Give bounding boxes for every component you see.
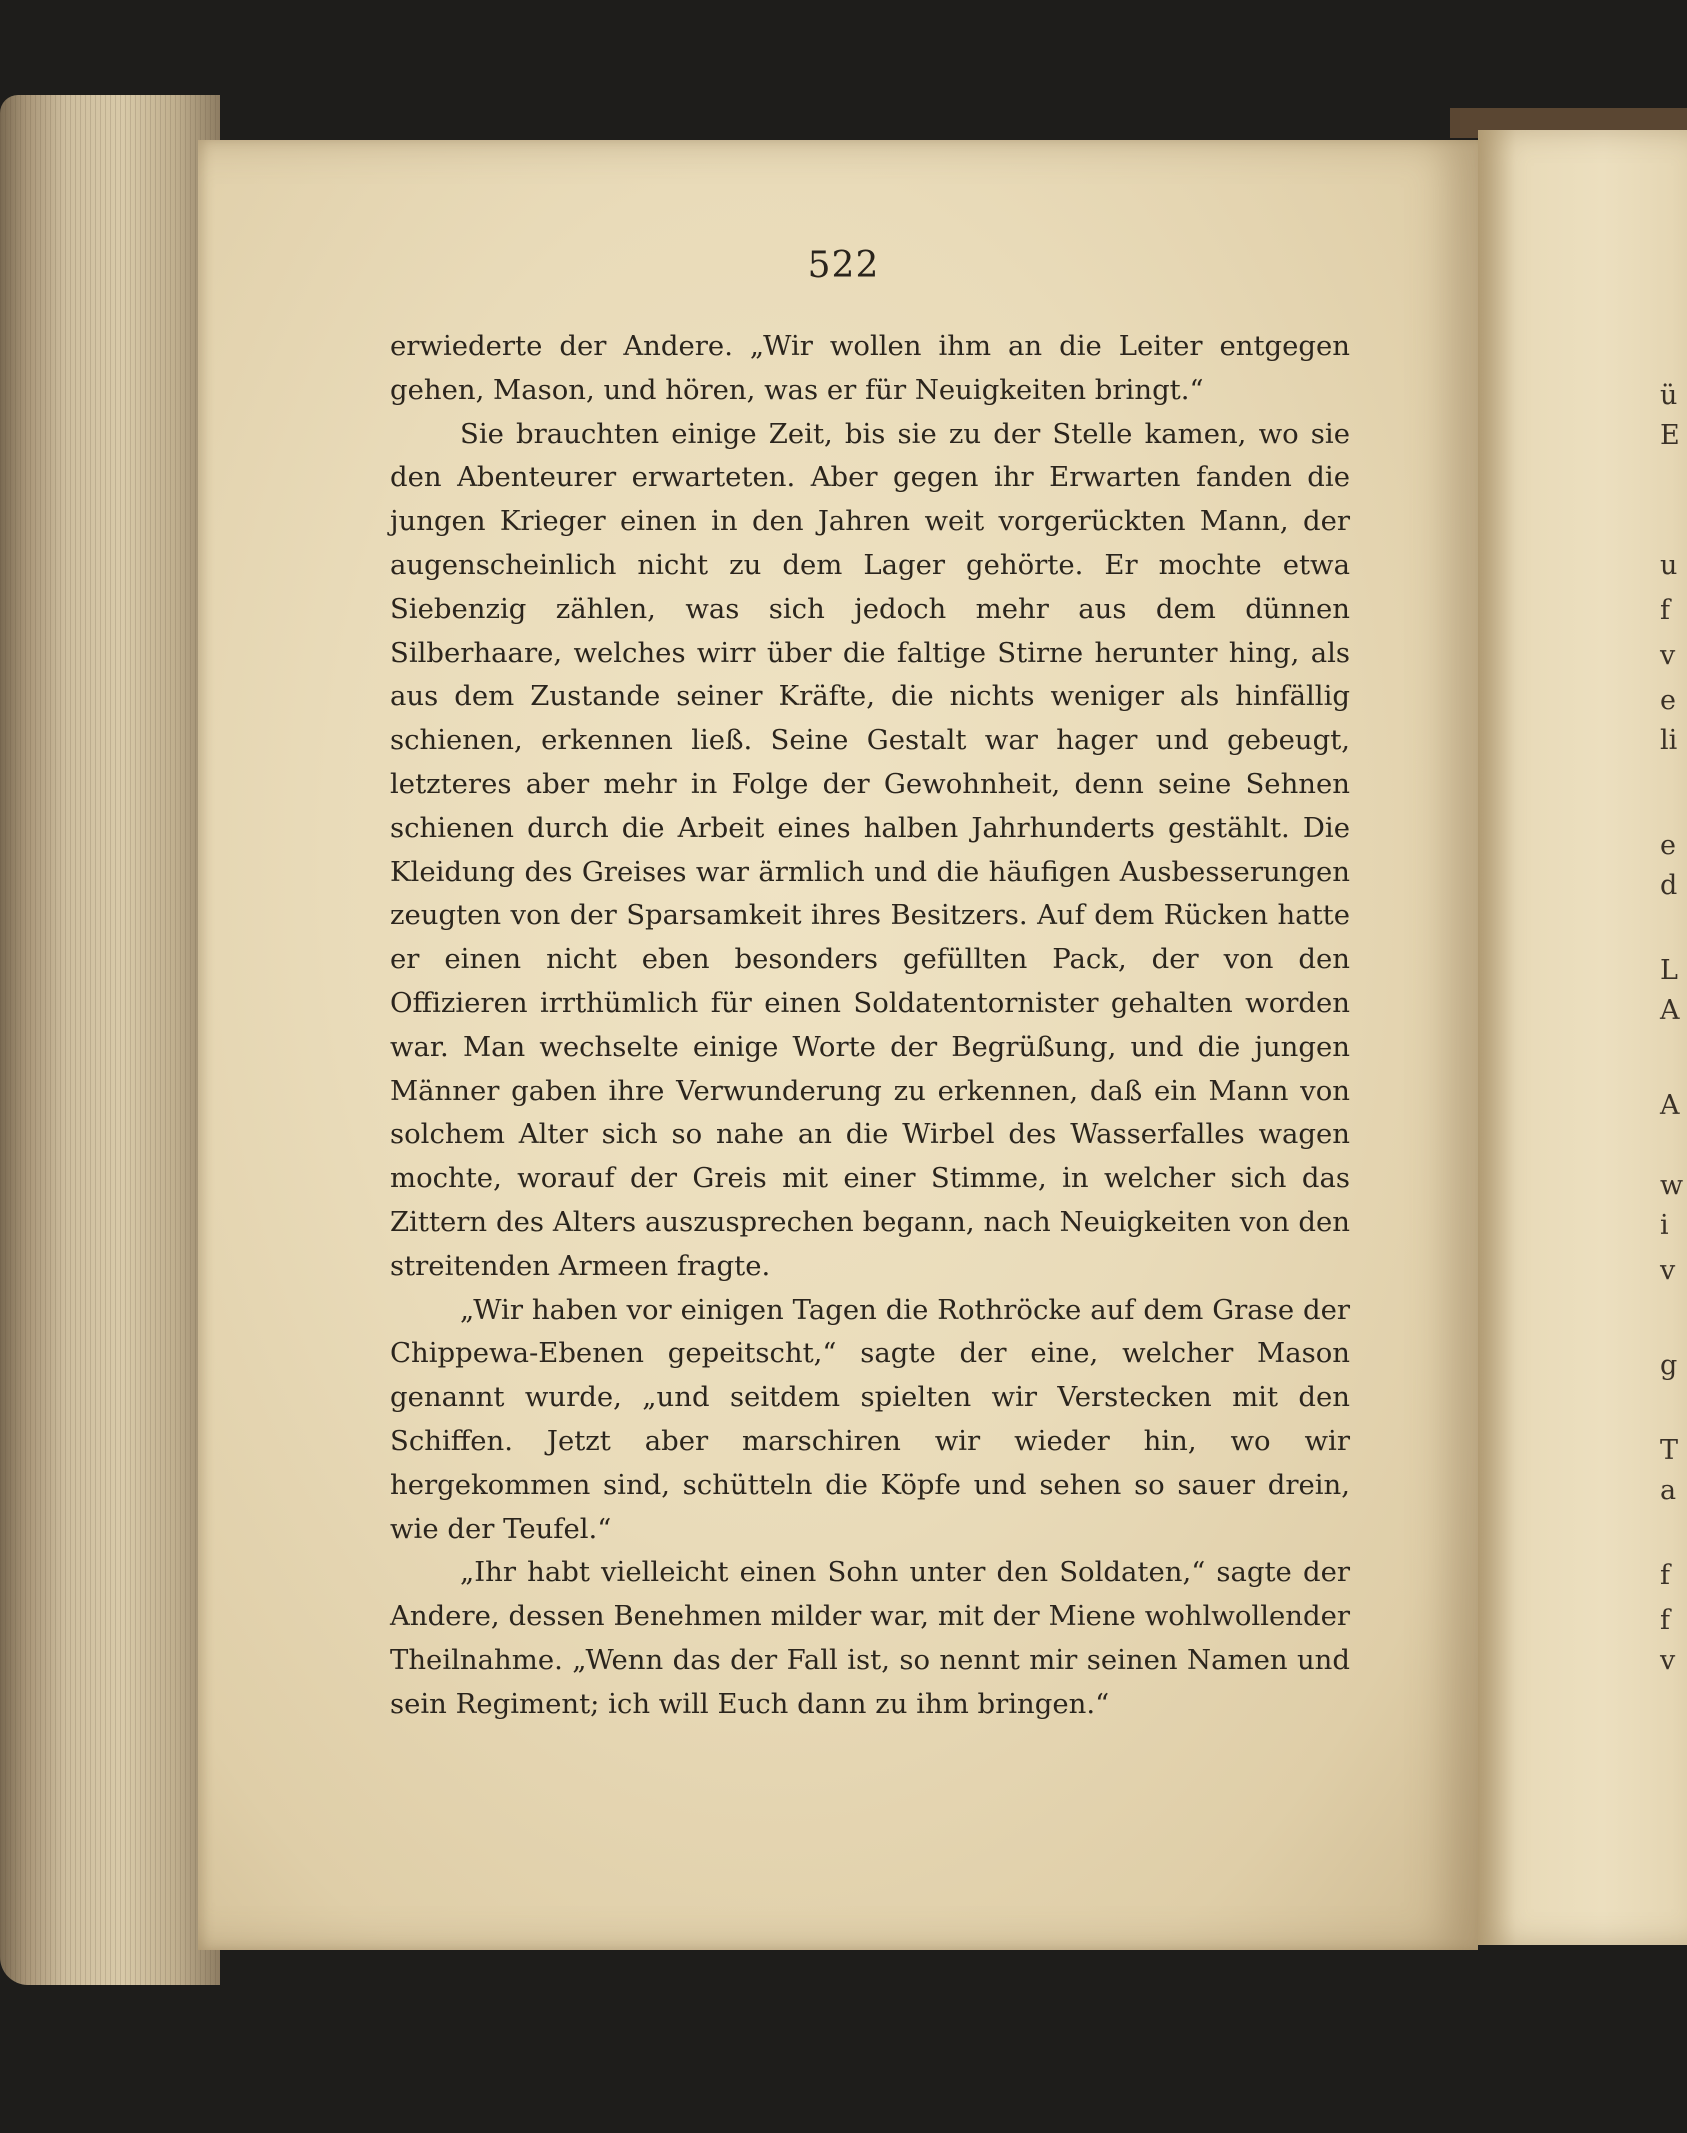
facing-page-fragment: f xyxy=(1660,1605,1670,1636)
facing-page-fragment: ü xyxy=(1660,380,1678,411)
facing-page-fragment: E xyxy=(1660,420,1680,451)
page-number: 522 xyxy=(807,245,880,286)
facing-page-fragment: i xyxy=(1660,1210,1669,1241)
facing-page-fragment: v xyxy=(1660,640,1676,671)
facing-page-fragment: A xyxy=(1660,1090,1680,1121)
facing-page-fragment: e xyxy=(1660,685,1676,716)
paragraph: „Ihr habt vielleicht einen Sohn unter den Soldaten,“ sagte der Andere, dessen Benehmen milder war, mit der Miene wohlwollender Theilnahme. „Wenn das der Fall ist, so nennt mir seinen Namen und sein Regiment; ich will Euch dann zu ihm bringen.“ xyxy=(390,1556,1350,1720)
facing-page-fragment: f xyxy=(1660,1560,1670,1591)
facing-page-fragment: L xyxy=(1660,955,1678,986)
facing-page-fragment: T xyxy=(1660,1435,1679,1466)
facing-page-fragment: u xyxy=(1660,550,1678,581)
facing-page xyxy=(1478,130,1687,1945)
facing-page-fragment: e xyxy=(1660,830,1676,861)
facing-page-fragment: f xyxy=(1660,595,1670,626)
facing-page-fragment: li xyxy=(1660,725,1678,756)
facing-page-fragment: v xyxy=(1660,1255,1676,1286)
page-edges xyxy=(0,95,220,1985)
facing-page-fragment: A xyxy=(1660,995,1680,1026)
facing-page-fragment: d xyxy=(1660,870,1678,901)
paragraph: „Wir haben vor einigen Tagen die Rothröcke auf dem Grase der Chippewa-Ebenen gepeitscht,“ sagte der eine, welcher Mason genannt wurde, „und seitdem spielten wir Verstecken mit den Schiffen. Jetzt aber marschiren wir wieder hin, wo wir hergekommen sind, schütteln die Köpfe und sehen so sauer drein, wie der Teufel.“ xyxy=(390,1293,1350,1545)
facing-page-fragment: w xyxy=(1660,1170,1684,1201)
facing-page-fragment: v xyxy=(1660,1645,1676,1676)
paragraph: erwiederte der Andere. „Wir wollen ihm an die Leiter entgegen gehen, Mason, und hören, was er für Neuigkeiten bringt.“ xyxy=(390,330,1350,406)
facing-page-fragment: a xyxy=(1660,1475,1677,1506)
facing-page-fragment: g xyxy=(1660,1350,1678,1381)
paragraph: Sie brauchten einige Zeit, bis sie zu der Stelle kamen, wo sie den Abenteurer erwarteten. Aber gegen ihr Erwarten fanden die jungen Krieger einen in den Jahren weit vorgerückten Mann, der augenscheinlich nicht zu dem Lager gehörte. Er mochte etwa Siebenzig zählen, was sich jedoch mehr aus dem dünnen Silberhaare, welches wirr über die faltige Stirne herunter hing, als aus dem Zustande seiner Kräfte, die nichts weniger als hinfällig schienen, erkennen ließ. Seine Gestalt war hager und gebeugt, letzteres aber mehr in Folge der Gewohnheit, denn seine Sehnen schienen durch die Arbeit eines halben Jahrhunderts gestählt. Die Kleidung des Greises war ärmlich und die häufigen Ausbesserungen zeugten von der Sparsamkeit ihres Besitzers. Auf dem Rücken hatte er einen nicht eben besonders gefüllten Pack, der von den Offizieren irrthümlich für einen Soldatentornister gehalten worden war. Man wechselte einige Worte der Begrüßung, und die jungen Männer gaben ihre Verwunderung zu erkennen, daß ein Mann von solchem Alter sich so nahe an die Wirbel des Wasserfalles wagen mochte, worauf der Greis mit einer Stimme, in welcher sich das Zittern des Alters auszusprechen begann, nach Neuigkeiten von den streitenden Armeen fragte. xyxy=(390,417,1350,1282)
page-text xyxy=(390,325,1350,1727)
